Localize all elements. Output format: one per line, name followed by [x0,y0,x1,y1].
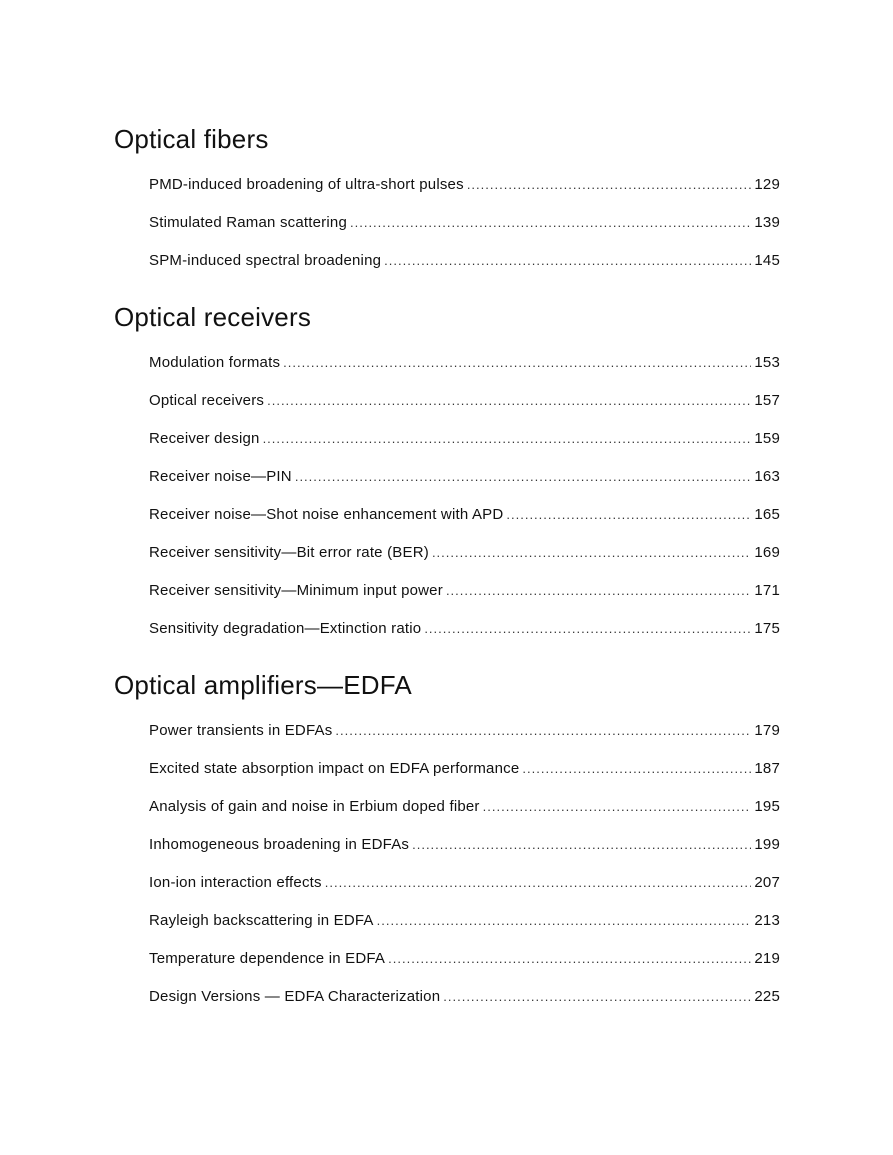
toc-entry-list [149,175,780,289]
dot-leader [267,391,751,411]
toc-entry[interactable] [149,391,780,429]
dot-leader [424,619,751,639]
toc-entry[interactable] [149,543,780,581]
toc-entry-title: Design Versions — EDFA Characterization [149,988,441,1005]
toc-entry-title: Receiver sensitivity—Bit error rate (BER) [149,544,429,561]
section-title: Optical amplifiers—EDFA [114,670,412,700]
toc-entry[interactable] [149,797,780,835]
dot-leader [283,353,751,373]
toc-entry-page-number: 195 [754,798,780,815]
toc-entry-page-number: 159 [754,430,780,447]
section-title: Optical fibers [114,124,269,154]
toc-entry[interactable] [149,873,780,911]
toc-entry-page-number: 165 [754,506,780,523]
toc-entry-title: Receiver noise—PIN [149,468,292,485]
dot-leader [384,251,751,271]
dot-leader [483,797,752,817]
toc-entry-list [149,721,780,1025]
dot-leader [377,911,752,931]
toc-entry-page-number: 213 [754,912,780,929]
toc-entry[interactable] [149,251,780,289]
dot-leader [350,213,751,233]
toc-entry-title: Receiver noise—Shot noise enhancement with APD [149,506,504,523]
toc-entry-title: Receiver design [149,430,260,447]
toc-entry[interactable] [149,353,780,391]
toc-entry[interactable] [149,721,780,759]
toc-entry[interactable] [149,505,780,543]
dot-leader [263,429,752,449]
toc-entry-page-number: 153 [754,354,780,371]
toc-section-optical-fibers [114,123,780,269]
toc-entry-title: PMD-induced broadening of ultra-short pulses [149,176,464,193]
toc-section-optical-amplifiers-edfa [114,669,780,1005]
toc-entry-page-number: 199 [754,836,780,853]
toc-entry-page-number: 163 [754,468,780,485]
toc-entry[interactable] [149,175,780,213]
dot-leader [432,543,751,563]
dot-leader [412,835,751,855]
toc-entry-title: Ion-ion interaction effects [149,874,322,891]
toc-entry[interactable] [149,429,780,467]
toc-entry-page-number: 179 [754,722,780,739]
toc-entry[interactable] [149,835,780,873]
toc-entry-title: Sensitivity degradation—Extinction ratio [149,620,422,637]
toc-entry-title: Stimulated Raman scattering [149,214,347,231]
dot-leader [335,721,751,741]
toc-entry-title: Power transients in EDFAs [149,722,333,739]
dot-leader [388,949,751,969]
toc-entry-page-number: 139 [754,214,780,231]
toc-entry-page-number: 169 [754,544,780,561]
toc-entry-title: Modulation formats [149,354,281,371]
toc-entry-title: Temperature dependence in EDFA [149,950,386,967]
dot-leader [295,467,752,487]
dot-leader [446,581,751,601]
dot-leader [506,505,751,525]
toc-entry-title: Rayleigh backscattering in EDFA [149,912,374,929]
dot-leader [325,873,752,893]
toc-entry-page-number: 219 [754,950,780,967]
toc-entry-title: Excited state absorption impact on EDFA performance [149,760,520,777]
toc-entry[interactable] [149,987,780,1025]
toc-entry-page-number: 171 [754,582,780,599]
dot-leader [522,759,751,779]
toc-section-optical-receivers [114,301,780,637]
toc-entry-page-number: 225 [754,988,780,1005]
toc-entry-title: Optical receivers [149,392,265,409]
toc-entry-title: Receiver sensitivity—Minimum input power [149,582,443,599]
toc-entry[interactable] [149,581,780,619]
toc-entry-title: Analysis of gain and noise in Erbium doped fiber [149,798,480,815]
toc-entry-page-number: 157 [754,392,780,409]
toc-entry-list [149,353,780,657]
toc-entry-title: Inhomogeneous broadening in EDFAs [149,836,410,853]
toc-entry[interactable] [149,467,780,505]
toc-entry[interactable] [149,911,780,949]
toc-entry[interactable] [149,759,780,797]
toc-entry-page-number: 145 [754,252,780,269]
section-title: Optical receivers [114,302,312,332]
toc-entry-page-number: 175 [754,620,780,637]
toc-entry[interactable] [149,619,780,657]
dot-leader [443,987,751,1007]
toc-entry-page-number: 207 [754,874,780,891]
toc-entry[interactable] [149,949,780,987]
toc-entry-title: SPM-induced spectral broadening [149,252,382,269]
toc-entry-page-number: 187 [754,760,780,777]
dot-leader [467,175,752,195]
toc-entry-page-number: 129 [754,176,780,193]
toc-entry[interactable] [149,213,780,251]
